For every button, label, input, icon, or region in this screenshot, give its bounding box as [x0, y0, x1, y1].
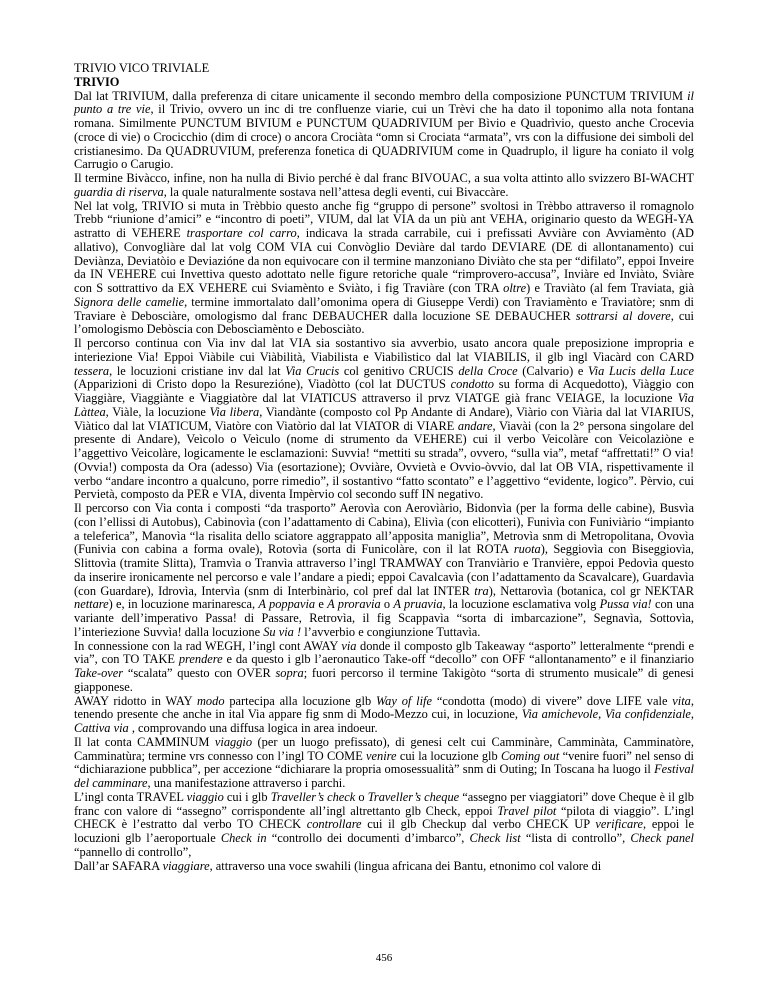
italic-run: Festival del camminare	[74, 762, 694, 790]
text-run: (Calvario) e	[517, 363, 589, 378]
text-run: ,	[690, 707, 694, 722]
text-run: , tenendo presente che anche in ital Via appare fig snm di Modo-Mezzo cui, in locuzione,	[74, 693, 694, 722]
text-run: , Viavài (con la 2° persona singolare del presente di Andare), Veìcolo o Veìculo (nome di strumento da VEHERE) cui il verbo Veicolàre con Veicolaziòne e l’aggettivo Veicolàre, logicamente le esclamazioni: Suvvia! “mettiti su strada”, ovvero, “sulla via”, metaf “affrettati!” O via! (Ovvia!) composta da Ora (adesso) Via (esortazione); Ovviàre, Ovvietà e Ovvio-òvvio, dal lat OB VIA, rispettivamente il verbo “andare incontro a qualcuno, porre rimedio”, il sostantivo “fatto scontato” e l’aggettivo “evidente, logico”. Pèrvio, cui Pervietà, composto da PER e VIA, diventa Impèrvio col secondo suff IN negativo.	[74, 418, 694, 502]
text-run: col genitivo CRUCIS	[339, 363, 459, 378]
italic-run: modo	[196, 693, 225, 708]
text-run: l’avverbio e congiunzione Tuttavìa.	[301, 624, 481, 639]
text-run: , attraverso una voce swahili (lingua africana dei Bantu, etnonimo col valore di	[209, 858, 602, 873]
body-paragraph	[74, 337, 694, 502]
italic-run: trasportare col carro	[186, 226, 297, 240]
body-paragraph	[74, 860, 694, 874]
text-run: “controllo dei documenti d’imbarco”,	[266, 831, 470, 845]
text-run: , eppoi le locuzioni glb l’aeroportuale	[74, 817, 694, 845]
text-run: Dal lat TRIVIUM, dalla preferenza di citare unicamente il secondo membro della composizione PUNCTUM TRIVIUM	[74, 88, 688, 103]
italic-run: oltre	[503, 281, 527, 295]
italic-run: Via libera	[209, 404, 260, 419]
text-run: ; fuori percorso il termine Takigòto “sorta di strumento musicale” di genesi giapponese.	[74, 666, 694, 694]
text-run: e	[315, 597, 328, 612]
text-run: “lista di controllo”,	[520, 831, 631, 845]
text-run: , la locuzione esclamativa volg	[442, 597, 600, 612]
italic-run: controllare	[306, 817, 362, 832]
text-run: Il lat conta CAMMINUM	[74, 734, 215, 749]
text-run: , Viandànte (composto col Pp Andante di Andare), Viàrio con Viària dal lat VIARIUS, Viàtico dal lat VIATICUM, Viatòre con Viatòrio dal lat VIATOR di VIARE	[74, 404, 695, 433]
text-run: ), Seggiovìa con Biseggiovìa, Slittovìa (tramite Slitta), Tramvìa o Tranvìa attraverso l’ingl TRAMWAY con Tranviàrio e Tranvière, eppoi Pedovìa questo da inserire ironicamente nel percorso e vale l’andare a piedi; eppoi Cavalcavìa (con l’adattamento da Scavalcare), Guardavìa (con Guardare), Idrovìa, Intervìa (snm di Interbinàrio, col pref dal lat INTER	[74, 542, 694, 598]
text-run: Dall’ar SAFARA	[74, 858, 163, 873]
page-number: 456	[375, 952, 393, 964]
italic-run: viaggio	[186, 789, 224, 804]
text-run: Il percorso con Via conta i composti “da trasporto” Aerovìa con Aerovìàrio, Bidonvìa (per la forma delle cabine), Busvìa (con l’ellissi di Autobus), Cabinovìa (con l’adattamento di Cabina), Elivìa (con elicotteri), Funivìa con Funiviàrio “impianto a teleferica”, Manovìa “la risalita dello sciatore aggrappato all’apposita maniglia”, Metrovìa snm di Metropolitana, Ovovìa (Funivia con cabina a forma ovale), Rotovìa (sorta di Funicolàre, con il lat ROTA	[74, 501, 694, 557]
italic-run: sottrarsi al dovere	[575, 308, 671, 323]
text-run: con una variante dell’imperativo Passa! di Passare, Retrovìa, il fig Scappavìa “sorta di imbarcazione”, Segnavìa, Sottovìa, l’interiezione Suvvìa! dalla locuzione	[74, 597, 695, 639]
text-run: donde il composto glb Takeaway “asporto” letteralmente “prendi e via”, con TO TAKE	[74, 638, 694, 667]
italic-run: prendere	[178, 652, 223, 667]
text-run: ) e, in locuzione marinaresca,	[108, 597, 259, 612]
italic-run: A pruavia	[393, 597, 443, 612]
text-run: , Viàle, la locuzione	[105, 404, 210, 419]
italic-run: Check in	[220, 831, 267, 845]
text-run: , le locuzioni cristiane inv dal lat	[109, 363, 286, 378]
italic-run: tra	[474, 583, 489, 598]
italic-run: Via Làttea	[74, 391, 694, 419]
body-paragraph	[74, 695, 694, 736]
italic-run: il punto a tre vie	[74, 88, 694, 117]
text-run: “pilota di viaggio”. L’ingl CHECK è l’estratto dal verbo TO CHECK	[74, 803, 695, 832]
text-run: , termine immortalato dall’omonima opera di Giuseppe Verdi) con Traviamènto e Traviatòre; snm di Traviare è Debosciàre, omologismo dal franc DEBAUCHER dalla locuzione SE DEBAUCHER	[74, 294, 694, 323]
italic-run: vita	[672, 693, 691, 708]
text-run: o	[355, 789, 368, 804]
italic-run: ruota	[513, 542, 541, 557]
text-run: L’ingl conta TRAVEL	[74, 789, 187, 804]
italic-run: A proravia	[327, 597, 381, 612]
italic-run: della Croce	[458, 363, 518, 378]
text-run: partecipa alla locuzione glb	[224, 693, 376, 708]
italic-run: verificare	[595, 817, 644, 832]
italic-run: Traveller’s check	[270, 789, 356, 804]
italic-run: Via Crucis	[285, 363, 340, 378]
text-run: o	[380, 597, 394, 612]
text-run: In connessione con la rad WEGH, l’ingl cont AWAY	[74, 638, 342, 653]
text-run: “venire fuori” nel senso di “dichiarazione pubblica”, per accezione “dichiarare la propria omosessualità” snm di Outing; In Toscana ha luogo il	[74, 748, 695, 777]
italic-run: A poppavia	[258, 597, 316, 612]
text-run: Nel lat volg, TRIVIO si muta in Trèbbio questo anche fig “gruppo di persone” svoltosi in Trèbbo attraverso il romagnolo Trebb “riunione d’amici” e “incontro di poeti”, VIUM, dal lat VIA da un più ant VEHA, originario questo da WEGH-YA astratto di VEHERE	[74, 198, 694, 240]
italic-run: via	[341, 638, 357, 653]
text-run: (Apparizioni di Cristo dopo la Resurezióne), Viadòtto (col lat DUCTUS	[74, 377, 451, 392]
text-run: cui la locuzione glb	[396, 748, 501, 763]
italic-run: Check panel	[630, 831, 694, 845]
body-paragraph	[74, 90, 694, 173]
text-run: , la quale naturalmente sostava nell’attesa degli eventi, cui Bivaccàre.	[163, 184, 509, 199]
italic-run: condotto	[450, 377, 495, 392]
text-run: , una manifestazione attraverso i parchi.	[147, 776, 346, 790]
italic-run: nettare	[74, 597, 109, 612]
text-run: “assegno per viaggiatori” dove Cheque è il glb franc con valore di “assegno” corrispondente all’ingl altrettanto glb Check, eppoi	[74, 789, 695, 818]
text-run: “scalata” questo con OVER	[123, 666, 276, 680]
text-run: e da questo i glb l’aeronautico Take-off “decollo” con OFF “allontanamento” e il finanziario	[222, 652, 695, 667]
italic-run: Su via !	[263, 624, 302, 639]
text-run: (per un luogo prefissato), di genesi celt cui Camminàre, Camminàta, Camminatòre, Camminatùra; termine vrs connesso con l’ingl TO COME	[74, 734, 695, 763]
italic-run: Signora delle camelie	[74, 294, 185, 309]
text-run: , comprovando una diffusa logica in area indoeur.	[128, 721, 378, 735]
text-run: AWAY ridotto in WAY	[74, 693, 197, 708]
body-text	[74, 90, 694, 874]
body-paragraph	[74, 736, 694, 791]
text-run: “condotta (modo) di vivere” dove LIFE vale	[432, 693, 673, 708]
italic-run: Via confidenziale	[604, 707, 691, 722]
body-paragraph	[74, 172, 694, 200]
italic-run: Cattiva via	[74, 721, 129, 735]
italic-run: viaggio	[214, 734, 253, 749]
body-paragraph	[74, 640, 694, 695]
document-title: TRIVIO VICO TRIVIALE	[74, 61, 210, 75]
italic-run: Traveller’s cheque	[367, 789, 460, 804]
italic-run: Via Lucis della Luce	[588, 363, 695, 378]
text-run: cui il glb Checkup dal verbo CHECK UP	[361, 817, 596, 832]
italic-run: Way of life	[375, 693, 432, 708]
italic-run: venire	[366, 748, 397, 763]
document-page	[74, 62, 694, 873]
text-run: , indicava la strada carrabile, cui i prefissati Avviàre con Avviamènto (AD allativo), Convogliàre dal lat volg COM VIA cui Convòglio Deviàre dal tardo DEVIARE (DE di allontanamento) cui Deviànza, Deviatòio e Deviazióne da non equivocare con il termine manzoniano Diviàto che sta per “difilato”, eppoi Inveire da IN VEHERE cui Invettiva questo adottato nelle figure retoriche quale “rimprovero-accusa”, Inviàre ed Inviàto, Sviàre con S sottrattivo da EX VEHERE cui Sviamènto e Sviàto, i fig Traviàre (con TRA	[74, 226, 694, 295]
italic-run: Take-over	[74, 666, 124, 680]
italic-run: sopra	[275, 666, 304, 680]
italic-run: Travel pilot	[497, 803, 557, 818]
italic-run: viaggiare	[162, 858, 210, 873]
text-run: ), Nettarovìa (botanica, col gr NEKTAR	[488, 583, 694, 598]
italic-run: Pussa via!	[599, 597, 652, 612]
body-paragraph	[74, 200, 694, 338]
body-paragraph	[74, 502, 694, 640]
body-paragraph	[74, 791, 694, 860]
italic-run: Via amichevole	[521, 707, 599, 722]
text-run: Il termine Bivàcco, infine, non ha nulla di Bivio perché è dal franc BIVOUAC, a sua volta attinto allo svizzero BI-WACHT	[74, 171, 694, 185]
italic-run: guardia di riserva	[74, 184, 164, 199]
text-run: , cui l’omologismo Debòscia con Deboscìamènto e Debosciàto.	[74, 308, 694, 337]
italic-run: tessera	[74, 363, 110, 378]
section-heading: TRIVIO	[74, 74, 120, 89]
text-run: Il percorso continua con Via inv dal lat VIA sia sostantivo sia avverbio, usato ancora quale preposizione impropria e interiezione Via! Eppoi Viàbile cui Viàbilità, Viabilista e Viabilìstico dal lat VIABILIS, il glb ingl Viacàrd con CARD	[74, 336, 694, 364]
italic-run: Check list	[469, 831, 521, 845]
text-run: “pannello di controllo”,	[74, 844, 192, 859]
text-run: ,	[598, 707, 605, 722]
text-run: , il Trivio, ovvero un inc di tre confluenze viarie, cui un Trèvi che ha dato il toponimo alla nota fontana romana. Similmente PUNCTUM BIVIUM e PUNCTUM QUADRIVIUM per Bìvio e Quadrìvio, questo anche Crocevia (croce di vie) o Crocicchio (dim di croce) o ancora Crociàta “omn si Crociata “armata”, vrs con la diffusione dei simboli del cristianesimo. Da QUADRUVIUM, preferenza fonetica di QUADRIVIUM come in Quadruplo, il ligure ha coniato il volg Carrugio o Carugio.	[74, 102, 694, 172]
text-run: su forma di Acquedotto), Viàggio con Viaggiàre, Viaggiànte e Viaggiatòre dal lat VIATICUS attraverso il prvz VIATGE già franc VEIAGE, la locuzione	[74, 377, 695, 405]
text-run: ) e Traviàto (al fem Traviata, già	[526, 281, 695, 295]
italic-run: Coming out	[500, 748, 560, 763]
text-run: cui i glb	[223, 789, 271, 804]
italic-run: andare	[457, 418, 493, 433]
